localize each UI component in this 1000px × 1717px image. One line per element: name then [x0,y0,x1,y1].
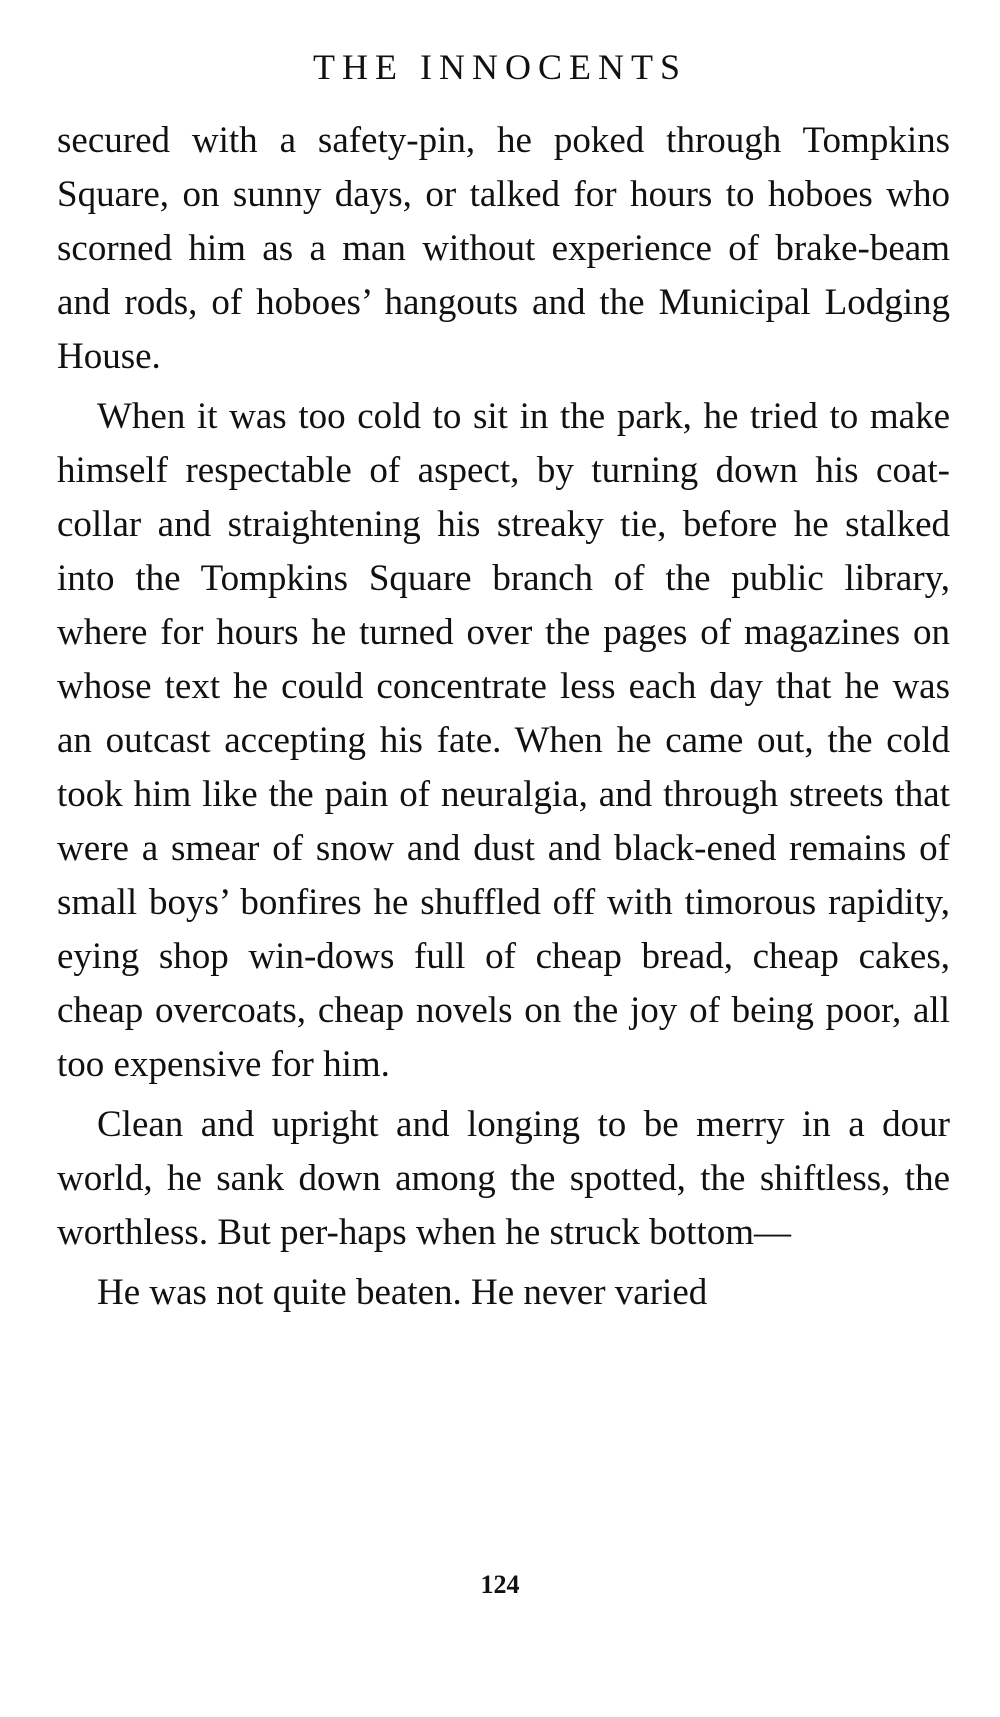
running-head: THE INNOCENTS [313,47,687,87]
page-number: 124 [480,1570,520,1599]
paragraph-continuation: secured with a safety-pin, he poked through Tompkins Square, on sunny days, or talked for hours to hoboes who scorned him as a man without experience of brake-beam and rods, of hoboes’ hangouts and the Municipal Lodging House. [57,120,950,377]
paragraph: When it was too cold to sit in the park, he tried to make himself respectable of aspect, by turning down his coat-collar and straightening his streaky tie, before he stalked into the Tompkins Square branch of the public library, where for hours he turned over the pages of magazines on whose text he could concentrate less each day that he was an outcast accepting his fate. When he came out, the cold took him like the pain of neuralgia, and through streets that were a smear of snow and dust and black-ened remains of small boys’ bonfires he shuffled off with timorous rapidity, eying shop win-dows full of cheap bread, cheap cakes, cheap overcoats, cheap novels on the joy of being poor, all too expensive for him. [57,396,950,1085]
paragraph: Clean and upright and longing to be merry in a dour world, he sank down among the spotted, the shiftless, the worthless. But per-haps when he struck bottom— [57,1104,950,1253]
paragraph: He was not quite beaten. He never varied [97,1272,708,1313]
body-text [57,114,950,1320]
